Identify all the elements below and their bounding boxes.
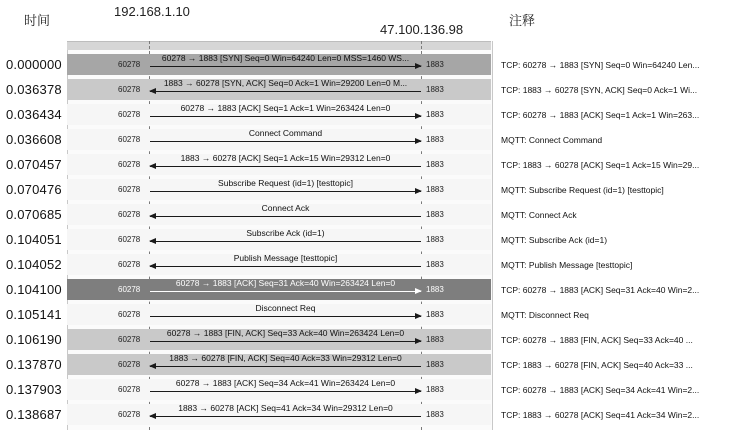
- destination-host-label: 47.100.136.98: [380, 22, 464, 37]
- arrowhead: [415, 138, 422, 144]
- row-comment: TCP: 1883 → 60278 [SYN, ACK] Seq=0 Ack=1 Wi...: [501, 85, 698, 95]
- packet-label: 60278 → 1883 [SYN] Seq=0 Win=64240 Len=0 MSS=1460 WS...: [161, 53, 410, 63]
- flow-row[interactable]: [0, 327, 740, 352]
- flow-row[interactable]: [0, 402, 740, 427]
- row-time: 0.138687: [6, 407, 62, 422]
- row-comment: TCP: 60278 → 1883 [FIN, ACK] Seq=33 Ack=40 ...: [501, 335, 693, 345]
- row-comment: TCP: 1883 → 60278 [FIN, ACK] Seq=40 Ack=33 ...: [501, 360, 693, 370]
- flow-graph-top-band: [67, 41, 491, 50]
- arrowhead: [415, 313, 422, 319]
- packet-label: 60278 → 1883 [ACK] Seq=1 Ack=1 Win=263424 Len=0: [180, 103, 391, 113]
- row-time: 0.070685: [6, 207, 62, 222]
- arrowhead: [415, 338, 422, 344]
- source-port: 60278: [118, 210, 141, 219]
- packet-arrow: [150, 391, 421, 392]
- packet-label: 1883 → 60278 [ACK] Seq=1 Ack=15 Win=29312 Len=0: [180, 153, 391, 163]
- packet-label: 1883 → 60278 [ACK] Seq=41 Ack=34 Win=29312 Len=0: [178, 403, 393, 413]
- destination-port: 1883: [426, 260, 444, 269]
- source-port: 60278: [118, 410, 141, 419]
- source-port: 60278: [118, 185, 141, 194]
- source-port: 60278: [118, 310, 141, 319]
- flow-row[interactable]: [0, 252, 740, 277]
- comment-column-header: 注释: [509, 14, 536, 29]
- packet-label: Subscribe Request (id=1) [testtopic]: [218, 178, 353, 188]
- destination-port: 1883: [426, 210, 444, 219]
- packet-label: 60278 → 1883 [ACK] Seq=31 Ack=40 Win=263424 Len=0: [175, 278, 396, 288]
- row-time: 0.036378: [6, 82, 62, 97]
- packet-arrow: [150, 141, 421, 142]
- row-comment: TCP: 1883 → 60278 [ACK] Seq=1 Ack=15 Win=29...: [501, 160, 700, 170]
- packet-arrow: [150, 241, 421, 242]
- source-port: 60278: [118, 85, 141, 94]
- arrowhead: [415, 113, 422, 119]
- destination-port: 1883: [426, 335, 444, 344]
- source-port: 60278: [118, 360, 141, 369]
- row-time: 0.137903: [6, 382, 62, 397]
- row-time: 0.000000: [6, 57, 62, 72]
- flow-row[interactable]: [0, 102, 740, 127]
- source-port: 60278: [118, 160, 141, 169]
- time-column-header: 时间: [24, 14, 51, 29]
- destination-port: 1883: [426, 360, 444, 369]
- packet-arrow: [150, 116, 421, 117]
- packet-arrow: [150, 66, 421, 67]
- row-comment: MQTT: Publish Message [testtopic]: [501, 260, 633, 270]
- packet-label: 60278 → 1883 [FIN, ACK] Seq=33 Ack=40 Win=263424 Len=0: [166, 328, 405, 338]
- packet-arrow: [150, 166, 421, 167]
- flow-row[interactable]: [0, 377, 740, 402]
- row-time: 0.070476: [6, 182, 62, 197]
- arrowhead: [149, 363, 156, 369]
- packet-label: Connect Ack: [261, 203, 310, 213]
- flow-row[interactable]: [0, 352, 740, 377]
- row-time: 0.106190: [6, 332, 62, 347]
- row-time: 0.070457: [6, 157, 62, 172]
- flow-row[interactable]: [0, 302, 740, 327]
- packet-label: 1883 → 60278 [FIN, ACK] Seq=40 Ack=33 Win=29312 Len=0: [169, 353, 402, 363]
- row-comment: TCP: 60278 → 1883 [SYN] Seq=0 Win=64240 Len...: [501, 60, 700, 70]
- arrowhead: [415, 188, 422, 194]
- destination-port: 1883: [426, 85, 444, 94]
- source-port: 60278: [118, 285, 141, 294]
- packet-arrow: [150, 191, 421, 192]
- row-time: 0.137870: [6, 357, 62, 372]
- row-comment: TCP: 1883 → 60278 [ACK] Seq=41 Ack=34 Win=2...: [501, 410, 700, 420]
- flow-row[interactable]: [0, 177, 740, 202]
- arrowhead: [149, 88, 156, 94]
- destination-port: 1883: [426, 185, 444, 194]
- packet-arrow: [150, 366, 421, 367]
- row-time: 0.105141: [6, 307, 62, 322]
- packet-label: 60278 → 1883 [ACK] Seq=34 Ack=41 Win=263424 Len=0: [175, 378, 396, 388]
- row-comment: MQTT: Subscribe Request (id=1) [testtopic]: [501, 185, 664, 195]
- arrowhead: [415, 63, 422, 69]
- row-comment: MQTT: Connect Command: [501, 135, 603, 145]
- packet-arrow: [150, 266, 421, 267]
- source-port: 60278: [118, 235, 141, 244]
- destination-port: 1883: [426, 310, 444, 319]
- row-comment: MQTT: Connect Ack: [501, 210, 577, 220]
- source-host-label: 192.168.1.10: [114, 4, 190, 19]
- packet-arrow: [150, 416, 421, 417]
- source-port: 60278: [118, 110, 141, 119]
- destination-port: 1883: [426, 235, 444, 244]
- destination-port: 1883: [426, 60, 444, 69]
- packet-label: Connect Command: [248, 128, 323, 138]
- destination-port: 1883: [426, 160, 444, 169]
- flow-row[interactable]: [0, 152, 740, 177]
- row-comment: TCP: 60278 → 1883 [ACK] Seq=34 Ack=41 Win=2...: [501, 385, 700, 395]
- arrowhead: [415, 388, 422, 394]
- packet-label: Disconnect Req: [255, 303, 316, 313]
- destination-port: 1883: [426, 135, 444, 144]
- arrowhead: [415, 288, 422, 294]
- source-port: 60278: [118, 60, 141, 69]
- arrowhead: [149, 213, 156, 219]
- flow-row[interactable]: [0, 227, 740, 252]
- flow-row[interactable]: [0, 202, 740, 227]
- arrowhead: [149, 238, 156, 244]
- arrowhead: [149, 263, 156, 269]
- row-comment: TCP: 60278 → 1883 [ACK] Seq=31 Ack=40 Win=2...: [501, 285, 700, 295]
- packet-label: Subscribe Ack (id=1): [246, 228, 325, 238]
- row-time: 0.036434: [6, 107, 62, 122]
- flow-row[interactable]: [0, 52, 740, 77]
- packet-arrow: [150, 316, 421, 317]
- packet-arrow: [150, 91, 421, 92]
- packet-arrow: [150, 216, 421, 217]
- arrowhead: [149, 163, 156, 169]
- packet-arrow: [150, 341, 421, 342]
- destination-port: 1883: [426, 110, 444, 119]
- packet-arrow: [150, 291, 421, 292]
- flow-row[interactable]: [0, 77, 740, 102]
- destination-port: 1883: [426, 385, 444, 394]
- row-time: 0.104051: [6, 232, 62, 247]
- source-port: 60278: [118, 135, 141, 144]
- row-time: 0.104052: [6, 257, 62, 272]
- row-time: 0.104100: [6, 282, 62, 297]
- source-port: 60278: [118, 335, 141, 344]
- row-comment: MQTT: Subscribe Ack (id=1): [501, 235, 608, 245]
- destination-port: 1883: [426, 410, 444, 419]
- row-time: 0.036608: [6, 132, 62, 147]
- row-comment: TCP: 60278 → 1883 [ACK] Seq=1 Ack=1 Win=263...: [501, 110, 700, 120]
- flow-row[interactable]: [0, 127, 740, 152]
- packet-label: 1883 → 60278 [SYN, ACK] Seq=0 Ack=1 Win=29200 Len=0 M...: [163, 78, 408, 88]
- arrowhead: [149, 413, 156, 419]
- row-comment: MQTT: Disconnect Req: [501, 310, 589, 320]
- source-port: 60278: [118, 385, 141, 394]
- destination-port: 1883: [426, 285, 444, 294]
- packet-label: Publish Message [testtopic]: [233, 253, 338, 263]
- source-port: 60278: [118, 260, 141, 269]
- flow-row[interactable]: [0, 277, 740, 302]
